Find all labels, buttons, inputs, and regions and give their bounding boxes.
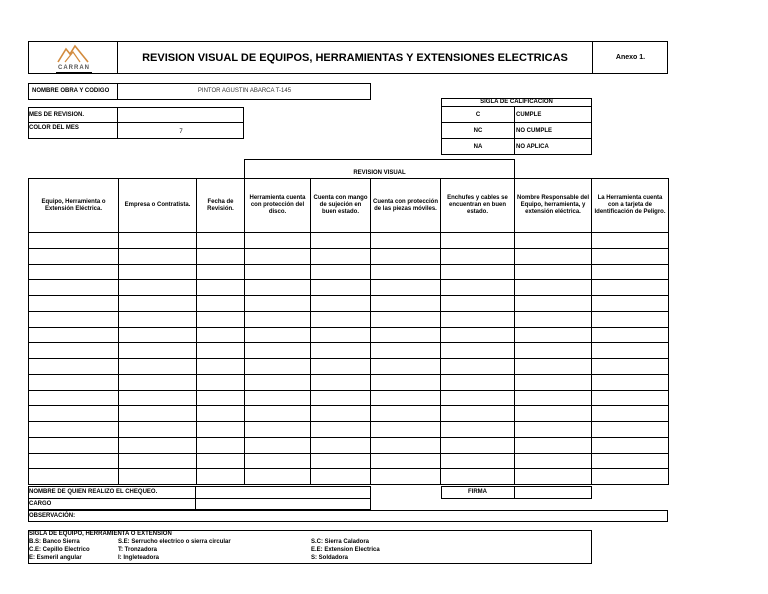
legend-item: E: Esmeril angular bbox=[29, 555, 82, 561]
table-cell[interactable] bbox=[197, 437, 245, 453]
col-header-empresa: Empresa o Contratista. bbox=[119, 179, 197, 233]
table-cell[interactable] bbox=[515, 327, 592, 343]
table-cell[interactable] bbox=[311, 453, 371, 469]
legend-item: I: Ingleteadora bbox=[118, 555, 160, 561]
table-cell[interactable] bbox=[29, 264, 119, 280]
obra-value[interactable]: PINTOR AGUSTIN ABARCA T-145 bbox=[197, 88, 292, 94]
col-header-enchufes: Enchufes y cables se encuentran en buen estado. bbox=[441, 179, 515, 233]
table-cell[interactable] bbox=[119, 248, 197, 264]
sigla-code: NA bbox=[473, 143, 483, 150]
table-cell[interactable] bbox=[311, 296, 371, 312]
table-cell[interactable] bbox=[592, 264, 669, 280]
logo-text: CARRAN bbox=[58, 65, 90, 71]
mes-label: MES DE REVISION. bbox=[29, 111, 85, 118]
table-cell[interactable] bbox=[245, 406, 311, 422]
table-cell[interactable] bbox=[311, 406, 371, 422]
table-cell[interactable] bbox=[592, 406, 669, 422]
legend-item: S.C: Sierra Caladora bbox=[311, 539, 370, 545]
table-cell[interactable] bbox=[311, 343, 371, 359]
table-cell[interactable] bbox=[119, 437, 197, 453]
table-cell[interactable] bbox=[197, 469, 245, 485]
table-row bbox=[29, 311, 669, 327]
table-cell[interactable] bbox=[371, 264, 441, 280]
table-row bbox=[29, 296, 669, 312]
table-row bbox=[29, 248, 669, 264]
table-cell[interactable] bbox=[29, 469, 119, 485]
table-cell[interactable] bbox=[371, 311, 441, 327]
table-cell[interactable] bbox=[119, 359, 197, 375]
table-cell[interactable] bbox=[119, 469, 197, 485]
table-cell[interactable] bbox=[29, 327, 119, 343]
table-cell[interactable] bbox=[311, 311, 371, 327]
table-cell[interactable] bbox=[311, 390, 371, 406]
table-cell[interactable] bbox=[29, 343, 119, 359]
table-cell[interactable] bbox=[197, 233, 245, 249]
table-cell[interactable] bbox=[441, 469, 515, 485]
table-cell[interactable] bbox=[441, 374, 515, 390]
table-row bbox=[29, 359, 669, 375]
sigla-desc: CUMPLE bbox=[516, 111, 542, 118]
table-cell[interactable] bbox=[371, 296, 441, 312]
table-cell[interactable] bbox=[592, 437, 669, 453]
table-cell[interactable] bbox=[371, 390, 441, 406]
color-label: COLOR DEL MES bbox=[29, 125, 79, 131]
table-cell[interactable] bbox=[441, 233, 515, 249]
table-cell[interactable] bbox=[441, 359, 515, 375]
table-cell[interactable] bbox=[441, 248, 515, 264]
table-cell[interactable] bbox=[311, 422, 371, 438]
table-row bbox=[29, 327, 669, 343]
table-cell[interactable] bbox=[592, 469, 669, 485]
col-header-responsable: Nombre Responsable del Equipo, herramienta, y extensión eléctrica. bbox=[515, 179, 592, 233]
table-cell[interactable] bbox=[592, 233, 669, 249]
table-cell[interactable] bbox=[311, 359, 371, 375]
table-cell[interactable] bbox=[119, 327, 197, 343]
col-header-piezas-moviles: Cuenta con protección de las piezas móviles. bbox=[371, 179, 441, 233]
mes-value[interactable] bbox=[118, 107, 244, 123]
table-cell[interactable] bbox=[441, 406, 515, 422]
table-cell[interactable] bbox=[245, 374, 311, 390]
table-cell[interactable] bbox=[29, 359, 119, 375]
color-value[interactable]: 7 bbox=[179, 128, 183, 135]
table-cell[interactable] bbox=[515, 390, 592, 406]
table-row bbox=[29, 469, 669, 485]
table-cell[interactable] bbox=[441, 437, 515, 453]
sigla-title: SIGLA DE CALIFICACION bbox=[441, 98, 592, 107]
table-cell[interactable] bbox=[371, 422, 441, 438]
table-row bbox=[29, 453, 669, 469]
table-cell[interactable] bbox=[245, 233, 311, 249]
table-cell[interactable] bbox=[29, 453, 119, 469]
table-cell[interactable] bbox=[371, 453, 441, 469]
table-cell[interactable] bbox=[592, 280, 669, 296]
table-cell[interactable] bbox=[592, 327, 669, 343]
page-title: REVISION VISUAL DE EQUIPOS, HERRAMIENTAS Y EXTENSIONES ELECTRICAS bbox=[142, 51, 568, 64]
table-cell[interactable] bbox=[515, 233, 592, 249]
table-cell[interactable] bbox=[515, 469, 592, 485]
col-header-proteccion-disco: Herramienta cuenta con protección del disco. bbox=[245, 179, 311, 233]
cargo-label: CARGO bbox=[28, 499, 196, 510]
table-cell[interactable] bbox=[515, 296, 592, 312]
table-cell[interactable] bbox=[119, 343, 197, 359]
table-cell[interactable] bbox=[197, 422, 245, 438]
legend-item: B.S: Banco Sierra bbox=[29, 539, 80, 545]
table-cell[interactable] bbox=[515, 264, 592, 280]
col-header-fecha: Fecha de Revisión. bbox=[197, 179, 245, 233]
table-cell[interactable] bbox=[441, 280, 515, 296]
table-cell[interactable] bbox=[441, 390, 515, 406]
table-cell[interactable] bbox=[592, 343, 669, 359]
table-cell[interactable] bbox=[592, 359, 669, 375]
sigla-code: C bbox=[475, 111, 481, 118]
table-row bbox=[29, 422, 669, 438]
table-cell[interactable] bbox=[197, 390, 245, 406]
col-header-tarjeta: La Herramienta cuenta con a tarjeta de Identificación de Peligro. bbox=[592, 179, 669, 233]
table-cell[interactable] bbox=[197, 406, 245, 422]
revision-visual-label: REVISION VISUAL bbox=[353, 170, 406, 176]
table-cell[interactable] bbox=[441, 311, 515, 327]
legend-item: S: Soldadora bbox=[311, 555, 349, 561]
col-header-mango: Cuenta con mango de sujeción en buen estado. bbox=[311, 179, 371, 233]
table-row bbox=[29, 406, 669, 422]
table-cell[interactable] bbox=[245, 359, 311, 375]
table-cell[interactable] bbox=[515, 437, 592, 453]
table-cell[interactable] bbox=[592, 296, 669, 312]
table-cell[interactable] bbox=[29, 248, 119, 264]
table-cell[interactable] bbox=[119, 406, 197, 422]
table-cell[interactable] bbox=[371, 374, 441, 390]
table-cell[interactable] bbox=[371, 406, 441, 422]
table-cell[interactable] bbox=[515, 374, 592, 390]
table-cell[interactable] bbox=[311, 280, 371, 296]
table-cell[interactable] bbox=[592, 374, 669, 390]
table-cell[interactable] bbox=[371, 359, 441, 375]
table-cell[interactable] bbox=[592, 422, 669, 438]
table-cell[interactable] bbox=[441, 327, 515, 343]
table-cell[interactable] bbox=[311, 437, 371, 453]
table-cell[interactable] bbox=[29, 311, 119, 327]
table-cell[interactable] bbox=[197, 248, 245, 264]
table-cell[interactable] bbox=[311, 233, 371, 249]
table-cell[interactable] bbox=[197, 374, 245, 390]
table-row bbox=[29, 280, 669, 296]
table-cell[interactable] bbox=[197, 280, 245, 296]
sigla-code: NC bbox=[473, 127, 483, 134]
table-cell[interactable] bbox=[311, 469, 371, 485]
table-cell[interactable] bbox=[371, 437, 441, 453]
firma-input[interactable] bbox=[516, 486, 592, 499]
table-cell[interactable] bbox=[592, 248, 669, 264]
table-cell[interactable] bbox=[29, 406, 119, 422]
cargo-input[interactable] bbox=[197, 499, 371, 510]
table-cell[interactable] bbox=[197, 453, 245, 469]
table-cell[interactable] bbox=[592, 311, 669, 327]
observacion-label: OBSERVACIÓN: bbox=[29, 512, 76, 519]
table-cell[interactable] bbox=[245, 296, 311, 312]
table-cell[interactable] bbox=[197, 327, 245, 343]
legend-item: C.E: Cepillo Electrico bbox=[29, 547, 90, 553]
table-cell[interactable] bbox=[371, 327, 441, 343]
table-cell[interactable] bbox=[311, 248, 371, 264]
table-cell[interactable] bbox=[371, 233, 441, 249]
table-row bbox=[29, 343, 669, 359]
table-cell[interactable] bbox=[245, 311, 311, 327]
table-cell[interactable] bbox=[119, 453, 197, 469]
table-cell[interactable] bbox=[245, 248, 311, 264]
mountain-logo-icon bbox=[56, 44, 90, 64]
table-cell[interactable] bbox=[119, 311, 197, 327]
firma-label: FIRMA bbox=[441, 486, 515, 499]
table-row bbox=[29, 390, 669, 406]
annex-label: Anexo 1. bbox=[592, 41, 668, 74]
table-cell[interactable] bbox=[311, 374, 371, 390]
table-cell[interactable] bbox=[592, 453, 669, 469]
table-row bbox=[29, 264, 669, 280]
table-cell[interactable] bbox=[245, 327, 311, 343]
table-cell[interactable] bbox=[371, 248, 441, 264]
table-cell[interactable] bbox=[29, 437, 119, 453]
legend-title: SIGLA DE EQUIPO, HERRAMIENTA O EXTENSION bbox=[29, 531, 172, 537]
table-cell[interactable] bbox=[515, 453, 592, 469]
table-cell[interactable] bbox=[245, 437, 311, 453]
table-cell[interactable] bbox=[29, 374, 119, 390]
table-cell[interactable] bbox=[515, 406, 592, 422]
table-cell[interactable] bbox=[197, 264, 245, 280]
legend-item: S.E: Serrucho electrico o sierra circular bbox=[118, 539, 231, 545]
table-cell[interactable] bbox=[245, 343, 311, 359]
table-cell[interactable] bbox=[441, 343, 515, 359]
table-cell[interactable] bbox=[371, 343, 441, 359]
inspection-table bbox=[28, 178, 669, 485]
table-cell[interactable] bbox=[441, 422, 515, 438]
table-cell[interactable] bbox=[515, 343, 592, 359]
checker-input[interactable] bbox=[197, 486, 371, 499]
table-cell[interactable] bbox=[515, 280, 592, 296]
table-cell[interactable] bbox=[197, 359, 245, 375]
sigla-desc: NO CUMPLE bbox=[516, 127, 552, 134]
table-row bbox=[29, 233, 669, 249]
table-cell[interactable] bbox=[592, 390, 669, 406]
table-cell[interactable] bbox=[245, 453, 311, 469]
sigla-desc: NO APLICA bbox=[516, 143, 549, 150]
legend-item: E.E: Extension Electrica bbox=[311, 547, 380, 553]
table-cell[interactable] bbox=[119, 264, 197, 280]
table-cell[interactable] bbox=[197, 311, 245, 327]
table-cell[interactable] bbox=[311, 327, 371, 343]
table-cell[interactable] bbox=[29, 390, 119, 406]
table-cell[interactable] bbox=[515, 422, 592, 438]
table-cell[interactable] bbox=[371, 280, 441, 296]
table-cell[interactable] bbox=[245, 390, 311, 406]
table-cell[interactable] bbox=[245, 264, 311, 280]
table-row bbox=[29, 374, 669, 390]
table-cell[interactable] bbox=[515, 248, 592, 264]
table-cell[interactable] bbox=[245, 469, 311, 485]
table-cell[interactable] bbox=[515, 359, 592, 375]
table-cell[interactable] bbox=[311, 264, 371, 280]
table-cell[interactable] bbox=[515, 311, 592, 327]
table-cell[interactable] bbox=[29, 280, 119, 296]
table-cell[interactable] bbox=[197, 343, 245, 359]
table-cell[interactable] bbox=[197, 296, 245, 312]
table-cell[interactable] bbox=[245, 422, 311, 438]
logo-cell bbox=[28, 41, 118, 74]
table-cell[interactable] bbox=[119, 374, 197, 390]
table-cell[interactable] bbox=[441, 453, 515, 469]
table-cell[interactable] bbox=[119, 296, 197, 312]
table-cell[interactable] bbox=[441, 264, 515, 280]
table-cell[interactable] bbox=[441, 296, 515, 312]
table-cell[interactable] bbox=[119, 280, 197, 296]
table-cell[interactable] bbox=[119, 390, 197, 406]
obra-label: NOMBRE OBRA Y CODIGO bbox=[28, 83, 118, 100]
legend-item: T: Tronzadora bbox=[118, 547, 158, 553]
table-cell[interactable] bbox=[29, 296, 119, 312]
table-cell[interactable] bbox=[119, 233, 197, 249]
table-cell[interactable] bbox=[119, 422, 197, 438]
table-cell[interactable] bbox=[29, 233, 119, 249]
checker-label: NOMBRE DE QUIEN REALIZO EL CHEQUEO. bbox=[28, 486, 196, 499]
table-cell[interactable] bbox=[29, 422, 119, 438]
col-header-equipo: Equipo, Herramienta o Extensión Eléctrica. bbox=[29, 179, 119, 233]
table-row bbox=[29, 437, 669, 453]
table-cell[interactable] bbox=[371, 469, 441, 485]
table-cell[interactable] bbox=[245, 280, 311, 296]
